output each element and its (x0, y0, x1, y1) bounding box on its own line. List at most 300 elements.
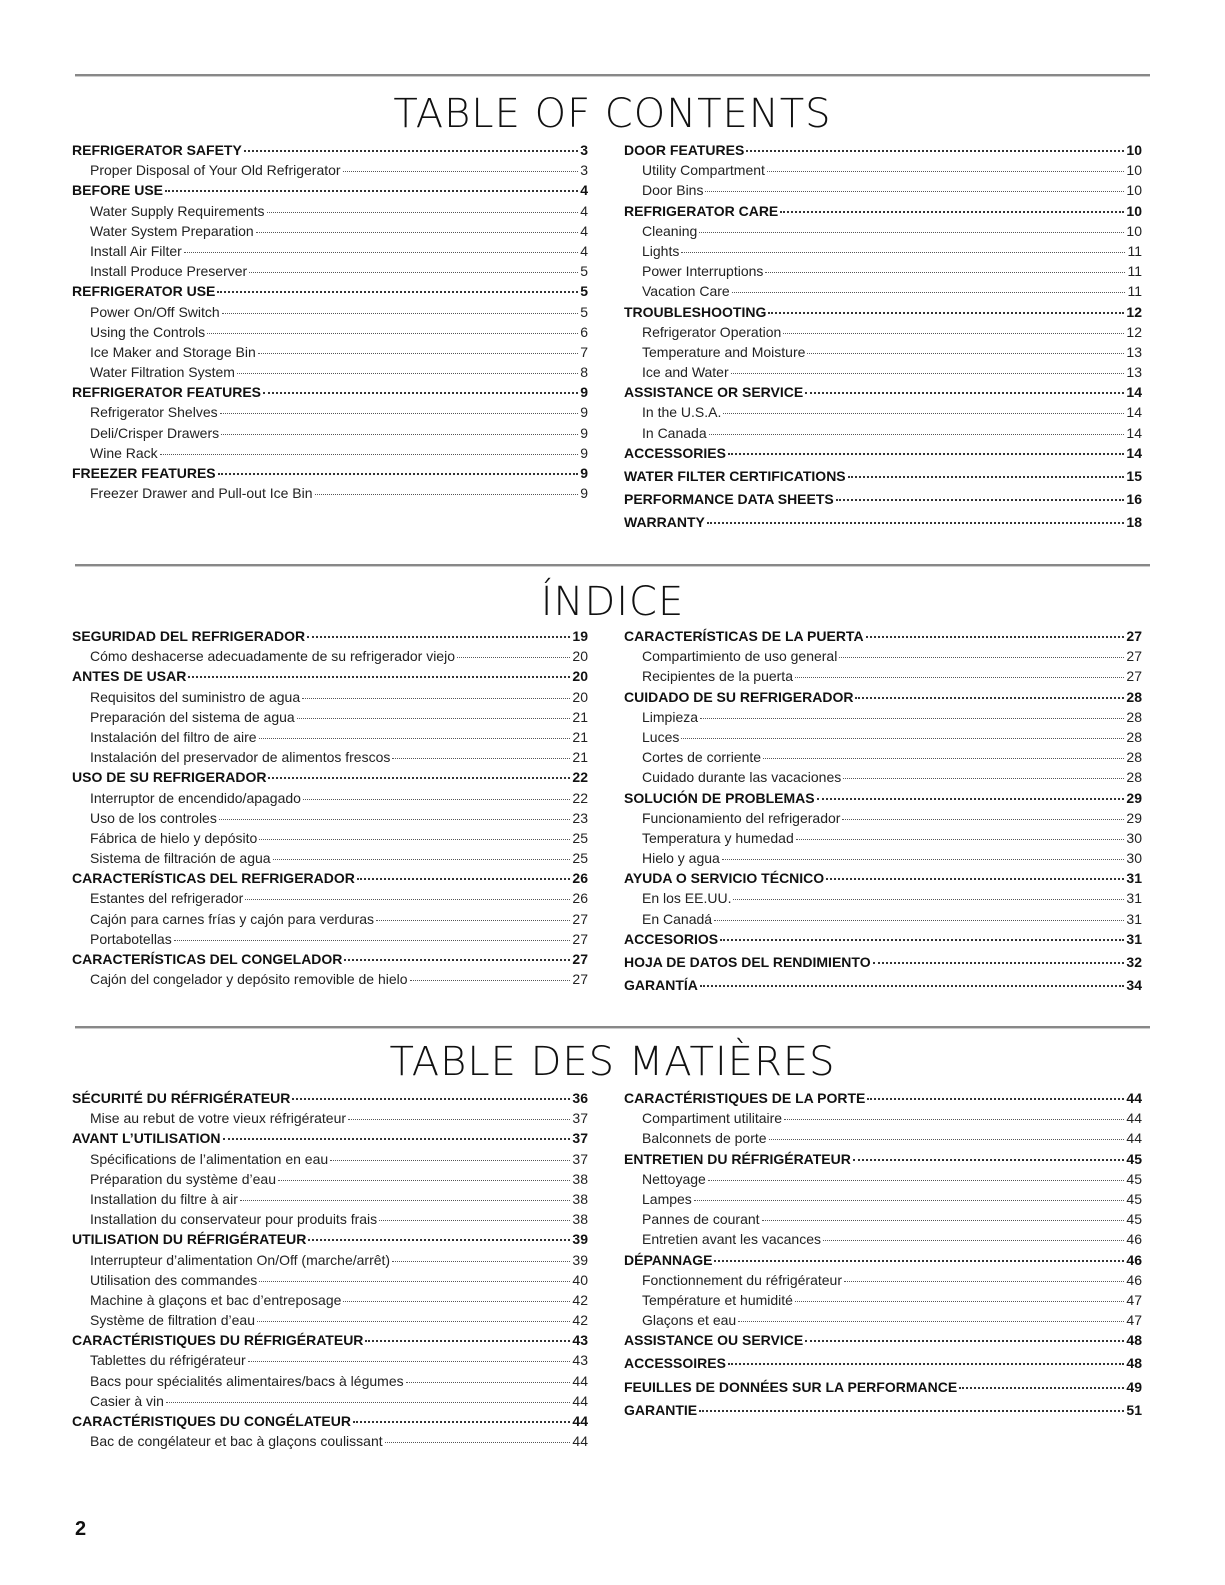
dot-leader (769, 1139, 1125, 1140)
toc-sub-entry[interactable] (624, 180, 1142, 200)
dot-leader (795, 677, 1124, 678)
toc-entry-label: ACCESORIOS (624, 930, 719, 947)
dot-leader (278, 1180, 570, 1181)
toc-heading-entry[interactable] (72, 1229, 588, 1249)
toc-sub-entry[interactable] (72, 888, 588, 908)
toc-entry-label: DOOR FEATURES (624, 142, 745, 158)
toc-entry-label: SEGURIDAD DEL REFRIGERADOR (72, 628, 306, 644)
toc-sub-entry[interactable] (72, 1270, 588, 1290)
toc-sub-entry[interactable] (624, 808, 1142, 828)
toc-entry-label: CARACTERÍSTICAS DEL CONGELADOR (72, 951, 343, 967)
toc-left-column (72, 626, 588, 989)
toc-entry-label: Water System Preparation (90, 222, 254, 239)
toc-sub-entry[interactable] (72, 687, 588, 707)
dot-leader (220, 413, 579, 414)
dot-leader (767, 171, 1125, 172)
toc-entry-page: 45 (1126, 1150, 1142, 1167)
toc-sub-entry[interactable] (72, 1250, 588, 1270)
toc-entry-page: 5 (580, 283, 588, 300)
toc-sub-entry[interactable] (72, 1431, 588, 1451)
toc-sub-entry[interactable] (72, 241, 588, 261)
toc-entry-label: Fonctionnement du réfrigérateur (642, 1271, 842, 1288)
toc-left-column (72, 140, 588, 503)
toc-sub-entry[interactable] (72, 909, 588, 929)
toc-entry-page: 20 (572, 648, 588, 665)
dot-leader (823, 1240, 1124, 1241)
toc-entry-page: 45 (1126, 1211, 1142, 1228)
toc-entry-label: Préparation du système d’eau (90, 1170, 276, 1187)
toc-heading-entry[interactable] (624, 382, 1142, 402)
toc-sub-entry[interactable] (624, 828, 1142, 848)
toc-entry-label: ASSISTANCE OR SERVICE (624, 384, 804, 401)
toc-sub-entry[interactable] (624, 848, 1142, 868)
toc-heading-entry[interactable] (624, 626, 1142, 646)
toc-entry-page: 28 (1126, 769, 1142, 786)
toc-entry-page: 27 (572, 971, 588, 988)
toc-sub-entry[interactable] (72, 1350, 588, 1370)
toc-sub-entry[interactable] (72, 1310, 588, 1330)
section-title: TABLE DES MATIÈRES (389, 1039, 836, 1085)
toc-heading-entry[interactable] (72, 666, 588, 686)
dot-leader (365, 1340, 570, 1342)
toc-entry-label: Temperatura y humedad (642, 829, 794, 846)
toc-entry-label: USO DE SU REFRIGERADOR (72, 769, 267, 786)
toc-entry-page: 44 (572, 1433, 588, 1450)
toc-sub-entry[interactable] (624, 666, 1142, 686)
dot-leader (784, 1119, 1124, 1120)
toc-sub-entry[interactable] (72, 969, 588, 989)
toc-heading-entry[interactable] (624, 929, 1142, 949)
toc-left-column (72, 1088, 588, 1451)
toc-entry-label: ACCESSOIRES (624, 1355, 726, 1372)
toc-heading-entry[interactable] (72, 1330, 588, 1350)
dot-leader (307, 636, 570, 638)
toc-entry-label: Limpieza (642, 708, 699, 725)
toc-sub-entry[interactable] (72, 1391, 588, 1411)
toc-heading-entry[interactable] (624, 1088, 1142, 1108)
toc-entry-label: Instalación del preservador de alimentos frescos (90, 749, 391, 766)
dot-leader (357, 878, 571, 880)
toc-heading-entry[interactable] (624, 302, 1142, 322)
toc-right-column (624, 626, 1142, 995)
toc-entry-page: 3 (580, 162, 588, 179)
toc-heading-entry[interactable] (624, 687, 1142, 707)
dot-leader (302, 698, 570, 699)
toc-entry-label: CARACTERÍSTICAS DEL REFRIGERADOR (72, 870, 355, 887)
toc-entry-label: Deli/Crisper Drawers (90, 424, 220, 441)
toc-sub-entry[interactable] (624, 1108, 1142, 1128)
toc-entry-page: 4 (580, 202, 588, 219)
toc-entry-label: Interruptor de encendido/apagado (90, 789, 301, 806)
toc-heading-entry[interactable] (72, 767, 588, 787)
toc-entry-page: 28 (1126, 688, 1142, 705)
toc-heading-entry[interactable] (624, 512, 1142, 532)
toc-sub-entry[interactable] (624, 1290, 1142, 1310)
toc-entry-label: Cleaning (642, 222, 698, 239)
toc-entry-page: 10 (1126, 162, 1142, 179)
toc-sub-entry[interactable] (72, 201, 588, 221)
toc-sub-entry[interactable] (624, 707, 1142, 727)
dot-leader (807, 353, 1124, 354)
toc-entry-label: Fábrica de hielo y depósito (90, 829, 258, 846)
toc-entry-page: 25 (572, 829, 588, 846)
toc-sub-entry[interactable] (72, 848, 588, 868)
toc-heading-entry[interactable] (72, 949, 588, 969)
dot-leader (783, 333, 1124, 334)
dot-leader (218, 473, 579, 475)
toc-sub-entry[interactable] (624, 423, 1142, 443)
toc-entry-label: Funcionamiento del refrigerador (642, 809, 841, 826)
toc-sub-entry[interactable] (72, 342, 588, 362)
toc-sub-entry[interactable] (624, 767, 1142, 787)
toc-entry-label: Utility Compartment (642, 162, 765, 179)
dot-leader (343, 171, 579, 172)
toc-entry-page: 9 (580, 465, 588, 481)
toc-heading-entry[interactable] (624, 952, 1142, 972)
dot-leader (222, 313, 579, 314)
toc-entry-label: Power On/Off Switch (90, 303, 220, 320)
toc-sub-entry[interactable] (72, 322, 588, 342)
toc-heading-entry[interactable] (624, 1250, 1142, 1270)
toc-entry-page: 4 (580, 242, 588, 259)
toc-entry-label: Preparación del sistema de agua (90, 708, 295, 725)
toc-sub-entry[interactable] (624, 281, 1142, 301)
toc-entry-label: Ice Maker and Storage Bin (90, 343, 256, 360)
dot-leader (746, 150, 1124, 152)
toc-entry-page: 28 (1126, 749, 1142, 766)
toc-heading-entry[interactable] (72, 281, 588, 301)
dot-leader (681, 252, 1125, 253)
toc-sub-entry[interactable] (72, 160, 588, 180)
toc-sub-entry[interactable] (72, 1371, 588, 1391)
toc-entry-page: 31 (1126, 930, 1142, 947)
toc-entry-label: Door Bins (642, 182, 704, 199)
toc-entry-label: PERFORMANCE DATA SHEETS (624, 491, 834, 508)
section-title: ÍNDICE (540, 579, 685, 625)
toc-sub-entry[interactable] (72, 1290, 588, 1310)
toc-entry-label: Température et humidité (642, 1291, 793, 1308)
toc-entry-page: 18 (1126, 514, 1142, 531)
toc-sub-entry[interactable] (624, 1189, 1142, 1209)
toc-right-column (624, 1088, 1142, 1420)
toc-entry-label: Installation du filtre à air (90, 1190, 238, 1207)
toc-sub-entry[interactable] (624, 1229, 1142, 1249)
toc-heading-entry[interactable] (72, 1088, 588, 1108)
toc-sub-entry[interactable] (72, 1149, 588, 1169)
dot-leader (844, 1281, 1124, 1282)
toc-sub-entry[interactable] (72, 828, 588, 848)
toc-entry-page: 20 (572, 668, 588, 685)
toc-heading-entry[interactable] (624, 466, 1142, 486)
toc-entry-label: Bac de congélateur et bac à glaçons coulissant (90, 1433, 383, 1450)
dot-leader (249, 272, 578, 273)
dot-leader (839, 657, 1124, 658)
dot-leader (256, 232, 579, 233)
toc-sub-entry[interactable] (72, 302, 588, 322)
toc-entry-page: 45 (1126, 1190, 1142, 1207)
toc-entry-label: Mise au rebut de votre vieux réfrigérateur (90, 1110, 347, 1127)
toc-entry-page: 39 (572, 1251, 588, 1268)
toc-sub-entry[interactable] (624, 221, 1142, 241)
toc-sub-entry[interactable] (624, 646, 1142, 666)
dot-leader (330, 1160, 570, 1161)
toc-entry-page: 48 (1126, 1332, 1142, 1349)
toc-entry-label: In Canada (642, 424, 707, 441)
toc-sub-entry[interactable] (72, 707, 588, 727)
toc-right-column (624, 140, 1142, 533)
toc-sub-entry[interactable] (72, 727, 588, 747)
toc-entry-label: Tablettes du réfrigérateur (90, 1352, 246, 1369)
toc-sub-entry[interactable] (624, 1128, 1142, 1148)
toc-entry-label: Luces (642, 728, 680, 745)
toc-entry-page: 31 (1126, 870, 1142, 887)
toc-heading-entry[interactable] (624, 1330, 1142, 1350)
toc-sub-entry[interactable] (624, 1310, 1142, 1330)
toc-heading-entry[interactable] (624, 975, 1142, 995)
toc-entry-label: REFRIGERATOR CARE (624, 202, 779, 219)
dot-leader (385, 1442, 571, 1443)
toc-entry-label: En los EE.UU. (642, 890, 732, 907)
dot-leader (457, 657, 570, 658)
toc-entry-page: 10 (1126, 222, 1142, 239)
dot-leader (257, 1321, 570, 1322)
toc-entry-page: 44 (572, 1372, 588, 1389)
toc-heading-entry[interactable] (624, 868, 1142, 888)
toc-entry-label: WATER FILTER CERTIFICATIONS (624, 468, 846, 484)
toc-sub-entry[interactable] (624, 322, 1142, 342)
toc-entry-page: 27 (1126, 668, 1142, 685)
toc-sub-entry[interactable] (72, 443, 588, 463)
toc-heading-entry[interactable] (72, 626, 588, 646)
toc-entry-page: 27 (1126, 648, 1142, 665)
toc-sub-entry[interactable] (72, 221, 588, 241)
toc-heading-entry[interactable] (72, 463, 588, 483)
toc-heading-entry[interactable] (624, 489, 1142, 509)
toc-heading-entry[interactable] (624, 1377, 1142, 1397)
toc-entry-label: AYUDA O SERVICIO TÉCNICO (624, 870, 825, 887)
toc-entry-page: 12 (1126, 303, 1142, 320)
toc-entry-page: 44 (1126, 1110, 1142, 1127)
toc-sub-entry[interactable] (72, 402, 588, 422)
toc-entry-page: 22 (572, 769, 588, 786)
dot-leader (728, 453, 1125, 455)
toc-entry-label: ENTRETIEN DU RÉFRIGÉRATEUR (624, 1150, 851, 1167)
toc-heading-entry[interactable] (72, 180, 588, 200)
toc-entry-page: 11 (1127, 283, 1142, 300)
toc-entry-page: 13 (1126, 364, 1142, 381)
toc-sub-entry[interactable] (72, 1108, 588, 1128)
dot-leader (308, 1239, 570, 1241)
toc-sub-entry[interactable] (72, 747, 588, 767)
toc-entry-page: 45 (1126, 1170, 1142, 1187)
dot-leader (259, 738, 571, 739)
toc-sub-entry[interactable] (72, 929, 588, 949)
toc-entry-page: 27 (572, 910, 588, 927)
toc-sub-entry[interactable] (72, 1209, 588, 1229)
toc-sub-entry[interactable] (624, 160, 1142, 180)
dot-leader (866, 636, 1125, 638)
toc-entry-page: 40 (572, 1271, 588, 1288)
toc-entry-label: Install Air Filter (90, 242, 182, 259)
toc-entry-page: 14 (1126, 424, 1142, 441)
toc-entry-page: 28 (1126, 708, 1142, 725)
toc-sub-entry[interactable] (72, 423, 588, 443)
dot-leader (315, 494, 579, 495)
toc-sub-entry[interactable] (624, 261, 1142, 281)
dot-leader (765, 272, 1125, 273)
toc-sub-entry[interactable] (624, 1270, 1142, 1290)
toc-entry-label: TROUBLESHOOTING (624, 303, 767, 320)
dot-leader (795, 1301, 1124, 1302)
toc-entry-label: Nettoyage (642, 1170, 706, 1187)
toc-entry-page: 38 (572, 1211, 588, 1228)
toc-sub-entry[interactable] (72, 1189, 588, 1209)
toc-sub-entry[interactable] (624, 888, 1142, 908)
toc-heading-entry[interactable] (624, 1149, 1142, 1169)
toc-sub-entry[interactable] (624, 362, 1142, 382)
toc-entry-page: 4 (580, 182, 588, 199)
dot-leader (379, 1220, 570, 1221)
dot-leader (817, 798, 1125, 800)
toc-entry-page: 44 (572, 1413, 588, 1429)
toc-sub-entry[interactable] (624, 1169, 1142, 1189)
toc-entry-label: Cajón para carnes frías y cajón para verduras (90, 910, 375, 927)
toc-entry-label: ASSISTANCE OU SERVICE (624, 1332, 804, 1349)
toc-sub-entry[interactable] (624, 727, 1142, 747)
toc-heading-entry[interactable] (624, 1353, 1142, 1373)
dot-leader (853, 1159, 1125, 1161)
toc-heading-entry[interactable] (72, 1128, 588, 1148)
toc-entry-page: 14 (1126, 444, 1142, 461)
toc-entry-page: 3 (580, 142, 588, 158)
dot-leader (188, 676, 570, 678)
toc-entry-label: Temperature and Moisture (642, 343, 806, 360)
dot-leader (258, 353, 578, 354)
toc-heading-entry[interactable] (624, 201, 1142, 221)
toc-sub-entry[interactable] (72, 483, 588, 503)
toc-heading-entry[interactable] (72, 868, 588, 888)
dot-leader (723, 413, 1124, 414)
toc-entry-label: GARANTÍA (624, 977, 698, 994)
toc-entry-label: Refrigerator Operation (642, 323, 782, 340)
toc-heading-entry[interactable] (624, 788, 1142, 808)
dot-leader (237, 373, 578, 374)
toc-heading-entry[interactable] (72, 1411, 588, 1431)
toc-entry-page: 21 (572, 708, 588, 725)
toc-sub-entry[interactable] (72, 261, 588, 281)
toc-heading-entry[interactable] (624, 140, 1142, 160)
dot-leader (708, 1180, 1125, 1181)
toc-sub-entry[interactable] (624, 1209, 1142, 1229)
toc-entry-page: 15 (1126, 468, 1142, 484)
toc-sub-entry[interactable] (624, 402, 1142, 422)
toc-entry-page: 6 (580, 323, 588, 340)
toc-entry-page: 44 (572, 1392, 588, 1409)
toc-heading-entry[interactable] (72, 382, 588, 402)
toc-sub-entry[interactable] (72, 1169, 588, 1189)
dot-leader (720, 939, 1124, 941)
toc-sub-entry[interactable] (72, 646, 588, 666)
dot-leader (843, 778, 1124, 779)
dot-leader (292, 1098, 570, 1100)
dot-leader (731, 373, 1125, 374)
toc-sub-entry[interactable] (624, 342, 1142, 362)
toc-entry-page: 20 (572, 688, 588, 705)
toc-sub-entry[interactable] (72, 788, 588, 808)
dot-leader (714, 1260, 1124, 1262)
toc-entry-label: FREEZER FEATURES (72, 465, 216, 481)
toc-entry-label: CARACTÉRISTIQUES DU CONGÉLATEUR (72, 1413, 351, 1429)
toc-entry-label: Estantes del refrigerador (90, 890, 244, 907)
toc-entry-page: 43 (572, 1332, 588, 1349)
dot-leader (796, 839, 1125, 840)
dot-leader (410, 980, 571, 981)
toc-entry-page: 30 (1126, 850, 1142, 867)
toc-entry-label: Compartimiento de uso general (642, 648, 838, 665)
toc-entry-label: Water Supply Requirements (90, 202, 265, 219)
dot-leader (217, 291, 578, 293)
toc-sub-entry[interactable] (624, 747, 1142, 767)
dot-leader (722, 859, 1125, 860)
toc-entry-label: Ice and Water (642, 364, 729, 381)
dot-leader (267, 212, 579, 213)
toc-entry-page: 13 (1126, 343, 1142, 360)
toc-entry-label: Vacation Care (642, 283, 730, 300)
toc-entry-page: 23 (572, 809, 588, 826)
toc-sub-entry[interactable] (624, 241, 1142, 261)
dot-leader (714, 920, 1124, 921)
toc-entry-label: Compartiment utilitaire (642, 1110, 783, 1127)
toc-heading-entry[interactable] (624, 1400, 1142, 1420)
dot-leader (353, 1421, 570, 1423)
toc-entry-label: Glaçons et eau (642, 1312, 737, 1329)
toc-sub-entry[interactable] (72, 362, 588, 382)
section-rule (75, 564, 1150, 567)
toc-entry-label: Interrupteur d’alimentation On/Off (marche/arrêt) (90, 1251, 391, 1268)
toc-sub-entry[interactable] (624, 909, 1142, 929)
dot-leader (223, 1138, 571, 1140)
dot-leader (166, 1402, 571, 1403)
toc-entry-page: 5 (580, 303, 588, 320)
toc-entry-label: Casier à vin (90, 1392, 164, 1409)
toc-entry-page: 49 (1126, 1378, 1142, 1395)
toc-entry-page: 44 (1126, 1130, 1142, 1147)
toc-entry-label: REFRIGERATOR SAFETY (72, 142, 242, 158)
toc-entry-page: 26 (572, 890, 588, 907)
dot-leader (959, 1387, 1124, 1389)
toc-entry-label: ANTES DE USAR (72, 668, 187, 685)
toc-entry-label: Spécifications de l’alimentation en eau (90, 1150, 329, 1167)
toc-entry-label: Utilisation des commandes (90, 1271, 258, 1288)
dot-leader (219, 819, 571, 820)
toc-sub-entry[interactable] (72, 808, 588, 828)
toc-heading-entry[interactable] (624, 443, 1142, 463)
toc-entry-page: 48 (1126, 1355, 1142, 1372)
toc-entry-label: CUIDADO DE SU REFRIGERADOR (624, 688, 854, 705)
dot-leader (297, 718, 571, 719)
dot-leader (826, 878, 1124, 880)
dot-leader (762, 1220, 1125, 1221)
toc-entry-label: Sistema de filtración de agua (90, 850, 271, 867)
toc-entry-page: 26 (572, 870, 588, 887)
toc-entry-page: 46 (1126, 1231, 1142, 1248)
toc-entry-page: 21 (572, 749, 588, 766)
dot-leader (273, 859, 571, 860)
toc-entry-page: 36 (572, 1090, 588, 1106)
toc-entry-page: 14 (1126, 384, 1142, 401)
toc-entry-page: 7 (580, 343, 588, 360)
toc-heading-entry[interactable] (72, 140, 588, 160)
